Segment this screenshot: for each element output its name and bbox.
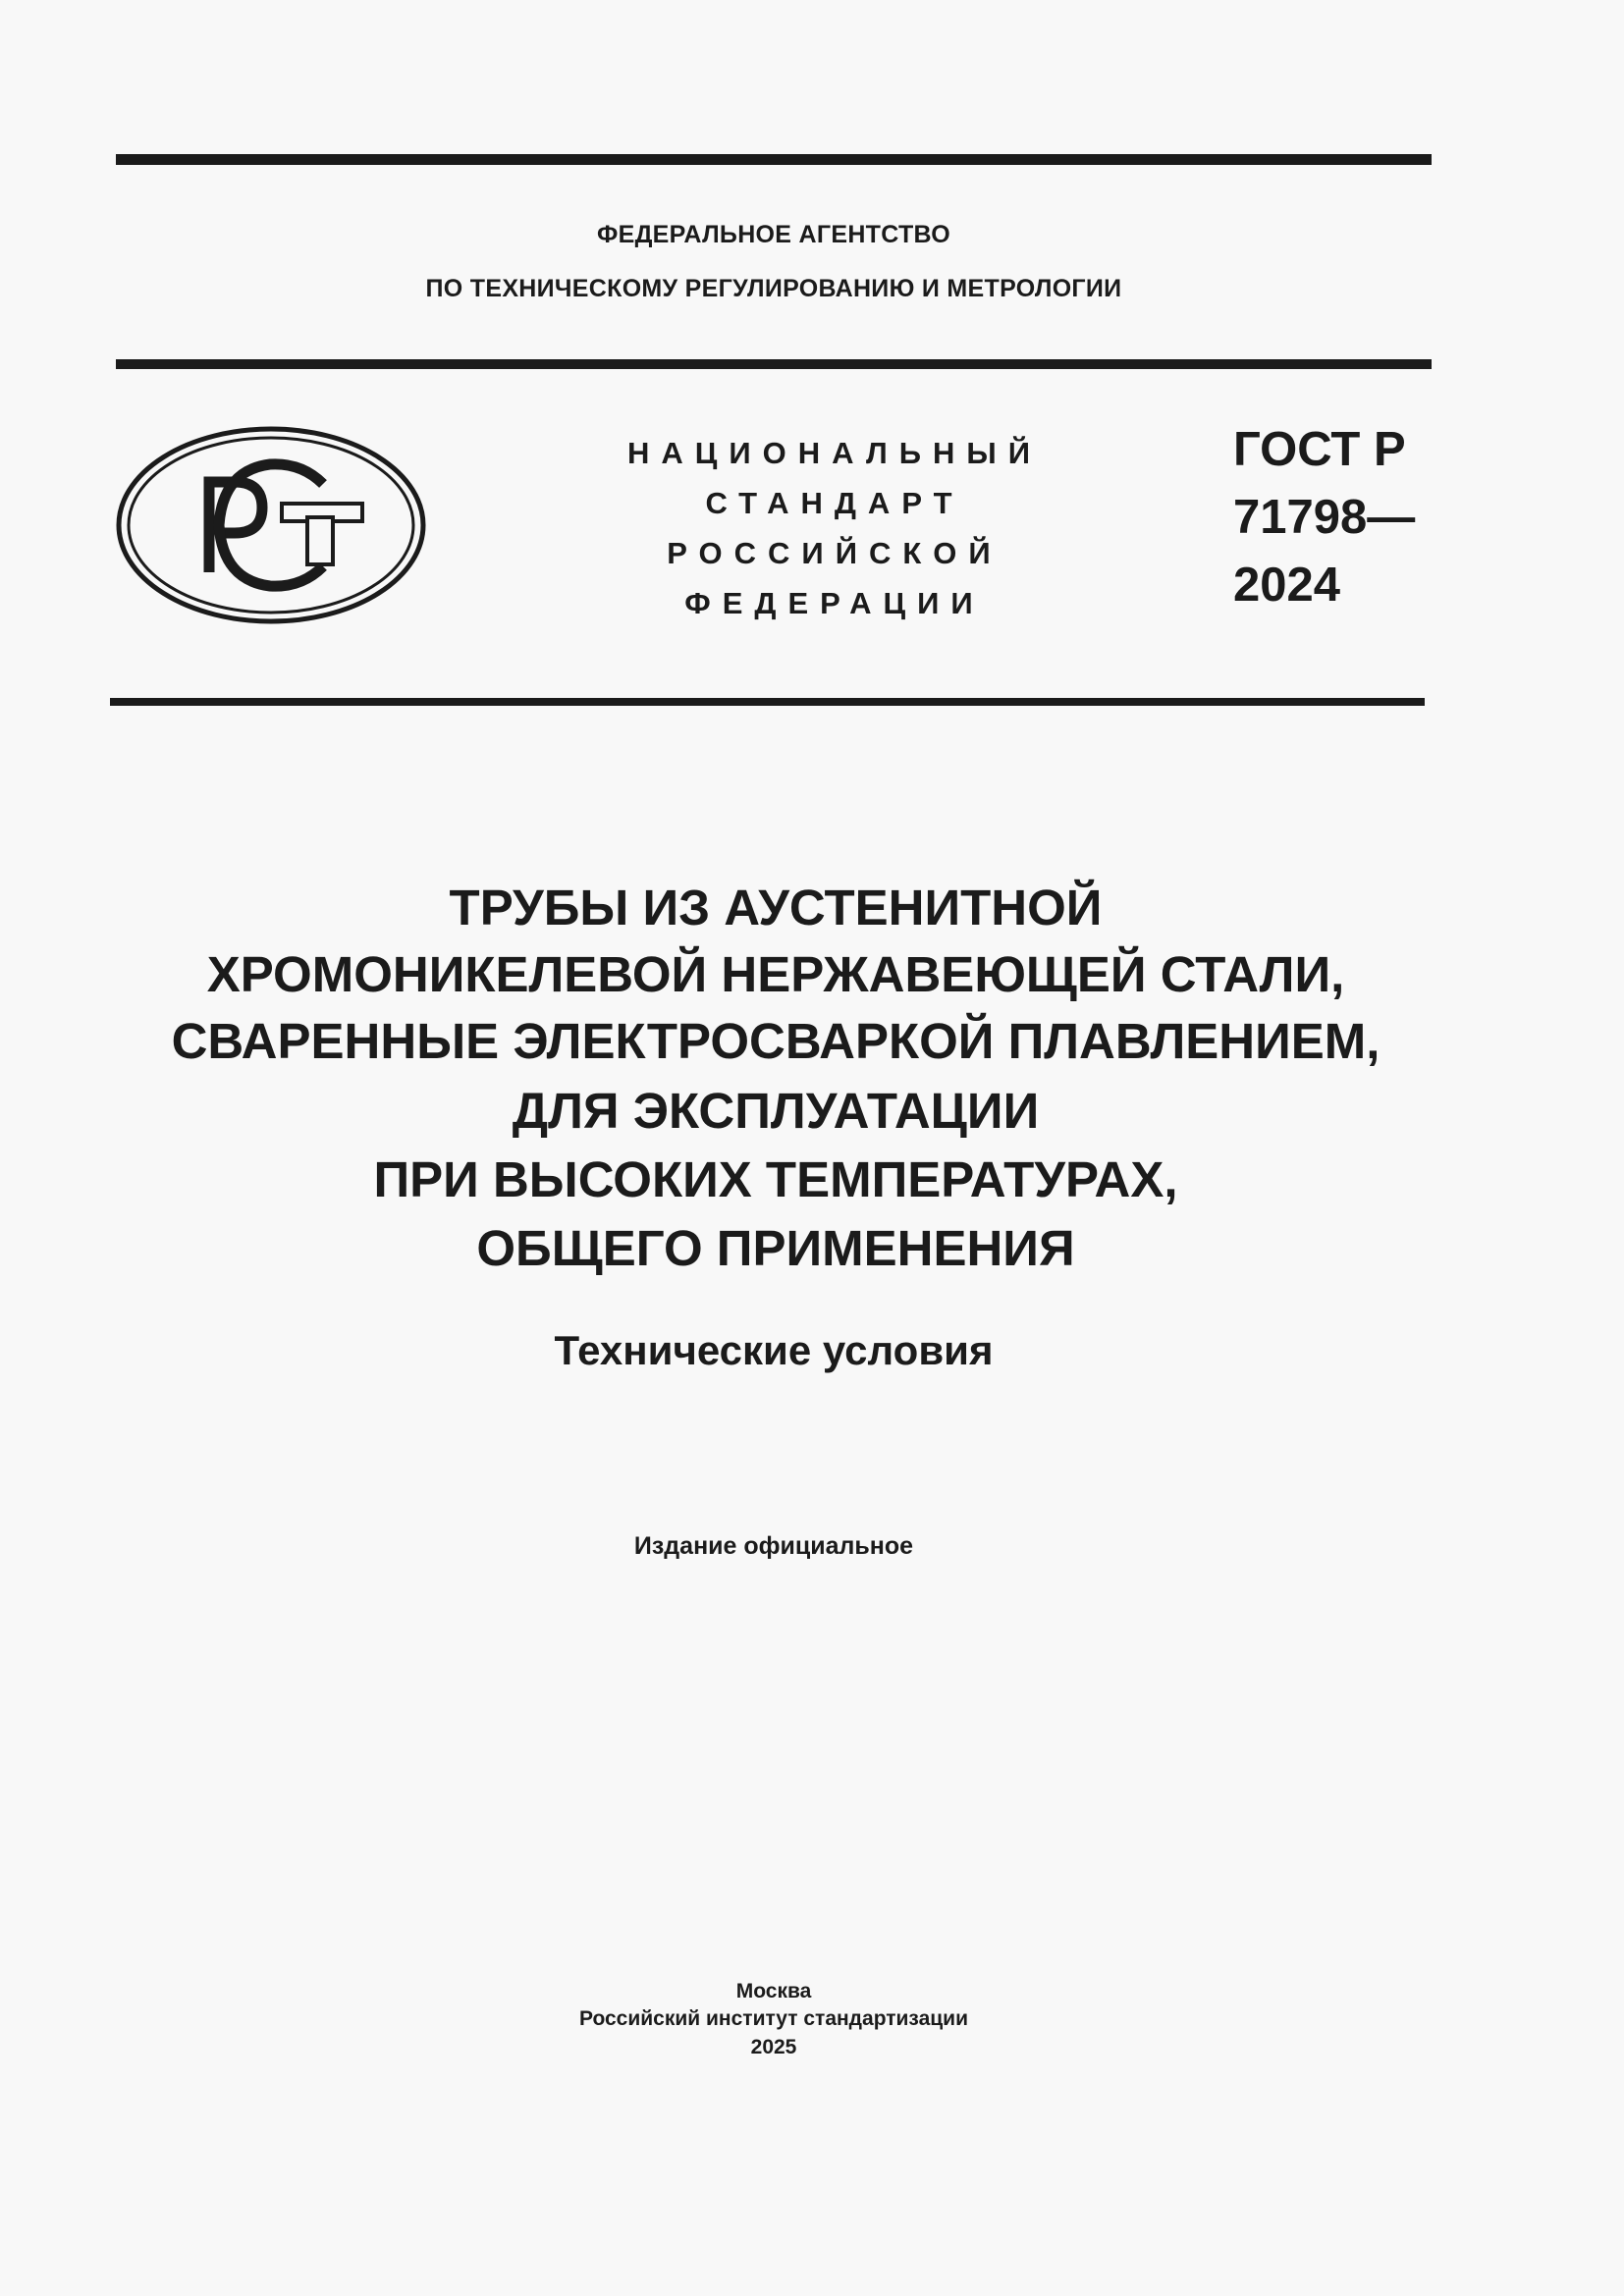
document-title-line-6: ОБЩЕГО ПРИМЕНЕНИЯ <box>476 1220 1075 1276</box>
standard-designation-line-1: ГОСТ Р <box>1233 423 1406 476</box>
document-title-line-1: ТРУБЫ ИЗ АУСТЕНИТНОЙ <box>449 880 1103 935</box>
standard-designation-line-3: 2024 <box>1233 559 1341 612</box>
standard-designation-line-2: 71798— <box>1233 491 1416 544</box>
national-standard-line-4: ФЕДЕРАЦИИ <box>684 586 985 620</box>
national-standard-line-1: НАЦИОНАЛЬНЫЙ <box>626 436 1043 470</box>
bottom-rule <box>110 698 1425 706</box>
edition-note: Издание официальное <box>633 1532 914 1560</box>
national-standard-line-3: РОССИЙСКОЙ <box>667 536 1002 570</box>
agency-name-line-1: ФЕДЕРАЛЬНОЕ АГЕНТСТВО <box>596 221 951 248</box>
rst-certification-mark-icon <box>115 425 427 625</box>
document-title-line-3: СВАРЕННЫЕ ЭЛЕКТРОСВАРКОЙ ПЛАВЛЕНИЕМ, <box>171 1013 1380 1069</box>
publication-year: 2025 <box>750 2036 797 2058</box>
document-title-line-4: ДЛЯ ЭКСПЛУАТАЦИИ <box>512 1083 1040 1139</box>
document-subtitle: Технические условия <box>554 1327 994 1373</box>
top-rule <box>116 154 1432 165</box>
publisher-organization: Российский институт стандартизации <box>578 2007 969 2030</box>
publisher-city: Москва <box>735 1980 812 2002</box>
national-standard-line-2: СТАНДАРТ <box>705 486 964 520</box>
document-title-line-2: ХРОМОНИКЕЛЕВОЙ НЕРЖАВЕЮЩЕЙ СТАЛИ, <box>206 946 1345 1002</box>
document-title-line-5: ПРИ ВЫСОКИХ ТЕМПЕРАТУРАХ, <box>373 1151 1178 1207</box>
agency-name-line-2: ПО ТЕХНИЧЕСКОМУ РЕГУЛИРОВАНИЮ И МЕТРОЛОГИИ <box>425 275 1122 302</box>
middle-rule <box>116 359 1432 369</box>
